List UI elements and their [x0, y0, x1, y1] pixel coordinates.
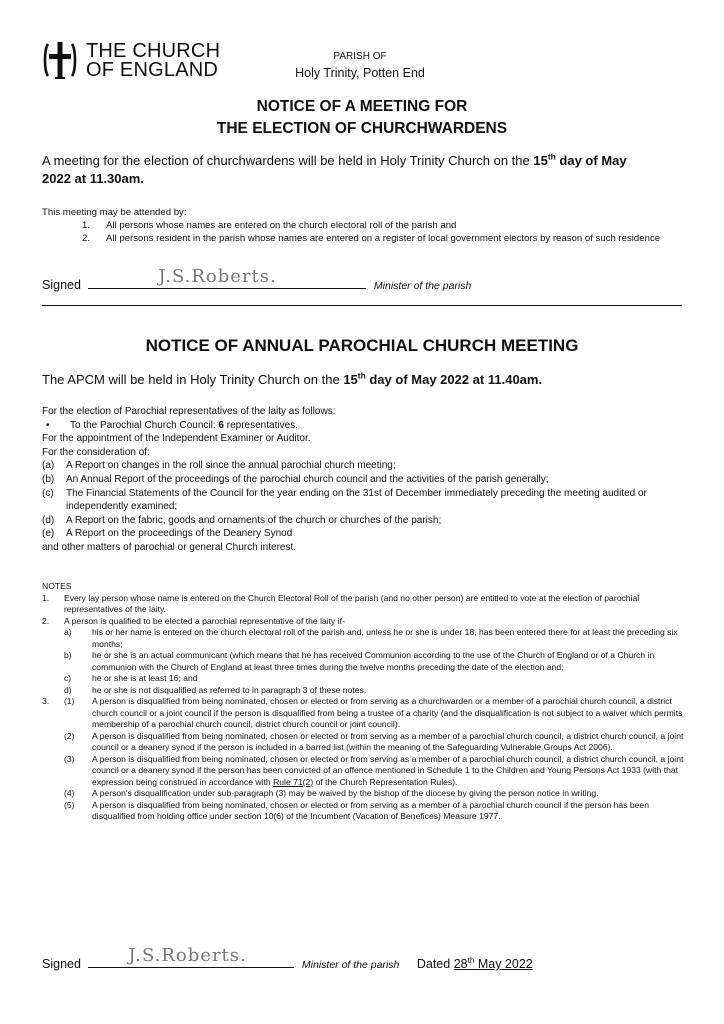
list-text: All persons whose names are entered on the church electoral roll of the parish and [106, 220, 457, 231]
sub-note-item [42, 627, 692, 650]
list-item [82, 219, 692, 232]
sub-note-text: his or her name is entered on the church electoral roll of the parish and, unless he or she is under 18, has been entered there for at least the preceding six months; [92, 627, 678, 649]
intro-tail: day of May 2022 at 11.40am. [365, 372, 543, 387]
signed-label: Signed [42, 957, 81, 971]
minister-label: Minister of the parish [301, 959, 400, 971]
signed-label: Signed [42, 278, 81, 292]
minister-label: Minister of the parish [373, 280, 472, 292]
agenda-label: (c) [42, 487, 54, 499]
intro-text: The APCM will be held in Holy Trinity Church on the [42, 372, 344, 387]
agenda-item [42, 514, 692, 528]
note-num: 2. [42, 615, 50, 626]
list-num: 2. [82, 233, 91, 245]
cross-emblem-icon [42, 40, 78, 82]
agenda-label: (a) [42, 460, 55, 472]
note-text: Every lay person whose name is entered on the Church Electoral Roll of the parish (and no other person) are entitled to vote at the election of parochial representatives of the laity. [64, 592, 640, 614]
note-item [42, 616, 692, 628]
agenda-text: An Annual Report of the proceedings of the parochial church council and the activities of the parish generally; [66, 473, 549, 485]
representatives-count: 6 [218, 419, 224, 431]
signature-row-2 [42, 945, 682, 971]
agenda-label: (b) [42, 473, 55, 485]
apcm-intro [42, 372, 692, 387]
logo-line-2: OF ENGLAND [86, 59, 219, 81]
handwritten-signature: J.S.Roberts. [128, 945, 247, 966]
sub-note-text: he or she is at least 16; and [92, 673, 198, 683]
note-text: A person is qualified to be elected a parochial representative of the laity if- [64, 615, 345, 626]
sub-note-text: A person is disqualified from being nominated, chosen or elected or from serving as a member of a parochial church council, a district church council, a joint council or a deanery synod if the person is included in a barred list (within the meaning of the Safeguarding Vulnerable Groups Act 2006). [92, 730, 684, 752]
attendees-list [82, 219, 692, 245]
sub-note-item [42, 788, 692, 800]
sub-note-item [42, 685, 692, 697]
dated-rest: May 2022 [474, 957, 533, 971]
list-text: All persons resident in the parish whose names are entered on a register of local government electors by reason of such residence [106, 233, 661, 245]
election-text: For the election of Parochial representatives of the laity as follows: [42, 406, 336, 417]
sub-note-label: (4) [64, 788, 75, 798]
section-divider [42, 305, 682, 306]
list-item [82, 232, 692, 245]
parish-name: Holy Trinity, Potten End [295, 66, 425, 80]
dated-value [454, 957, 533, 971]
note-item [42, 696, 692, 731]
intro-day: 15 [533, 153, 548, 168]
note-item [42, 593, 692, 616]
notes-section [42, 581, 692, 823]
agenda-text: A Report on the fabric, goods and ornaments of the church or churches of the parish; [66, 514, 442, 526]
dated-day: 28 [453, 957, 468, 971]
sub-note-label: d) [64, 684, 72, 695]
dated-sup: th [467, 955, 475, 965]
note-num: 3. [42, 696, 50, 706]
handwritten-signature: J.S.Roberts. [158, 266, 277, 287]
churchwardens-intro [42, 152, 692, 188]
intro-day: 15 [343, 372, 358, 387]
churchwardens-notice-title [0, 96, 724, 140]
sub-note-item [42, 731, 692, 754]
attend-text: This meeting may be attended by: [42, 207, 187, 218]
signature-line [88, 945, 294, 968]
sub-note-text: he or she is an actual communicant (which means that he has received Communion according to the use of the Church of England or of a Church in communion with the Church of England at least three times during the twelve months preceding the date of the election and; [92, 650, 655, 672]
list-num: 1. [82, 220, 91, 231]
intro-text: A meeting for the election of churchwardens will be held in Holy Trinity Church on the [42, 153, 534, 168]
signature-line [88, 266, 366, 289]
consideration-text: For the consideration of: [42, 446, 150, 458]
sub-note-item [42, 650, 692, 673]
sub-note-text-post: of the Church Representation Rules). [313, 776, 458, 787]
apcm-notice-title: NOTICE OF ANNUAL PAROCHIAL CHURCH MEETING [145, 336, 579, 355]
title-line-2: THE ELECTION OF CHURCHWARDENS [216, 120, 508, 137]
signature-row-1 [42, 266, 682, 292]
agenda-label: (e) [42, 528, 55, 540]
appointment-text: For the appointment of the Independent Examiner or Auditor. [42, 433, 311, 445]
sub-note-text: A person is disqualified from being nominated, chosen or elected or from serving as a member of a parochial church council, a district church council, a joint council or a deanery synod if the person has been convicted of an offence mentioned in Schedule 1 to the Children and Young Persons Act 1933 (with that expression being construed in accordance with [92, 753, 684, 787]
sub-note-label: a) [64, 627, 72, 637]
bullet-text: To the Parochial Church Council: [70, 419, 219, 431]
sub-note-label: c) [64, 673, 72, 683]
parish-label: PARISH OF [333, 51, 387, 62]
sub-note-label: (3) [64, 753, 75, 764]
sub-note-label: b) [64, 650, 72, 660]
intro-day-sup: th [357, 370, 366, 381]
bullet-item [42, 419, 692, 433]
logo-wordmark [86, 42, 220, 80]
sub-note-text: he or she is not disqualified as referred to in paragraph 3 of these notes. [92, 684, 367, 695]
agenda-item [42, 527, 692, 541]
agenda-item [42, 459, 692, 473]
title-line-1: NOTICE OF A MEETING FOR [256, 98, 468, 115]
sub-note-text: A person is disqualified from being nominated, chosen or elected or from serving as a member of a parochial church council if the person has been disqualified from holding office under section 10(6) of the Incumbent (Vacation of Benefices) Measure 1977. [92, 799, 649, 821]
sub-note-text: A person's disqualification under sub-paragraph (3) may be waived by the bishop of the diocese by giving the person notice in writing. [92, 788, 599, 798]
sub-note-item [42, 800, 692, 823]
bullet-icon: • [46, 419, 50, 431]
sub-note-label: (1) [64, 696, 75, 706]
sub-note-text: A person is disqualified from being nominated, chosen or elected or from serving as a churchwarden or a member of a parochial church council, a district church council or a joint council if the person is disqualified from being a trustee of a charity (and the disqualification is not subject to a waiver which permits membership of a parochial church council, district church council or joint council). [92, 696, 683, 729]
sub-note-label: (2) [64, 730, 75, 741]
note-num: 1. [42, 592, 50, 603]
notes-heading: NOTES [42, 581, 72, 591]
agenda-text: A Report on the proceedings of the Deanery Synod [66, 528, 293, 540]
sub-note-label: (5) [64, 799, 75, 810]
intro-day-sup: th [547, 151, 556, 162]
agenda-item [42, 487, 692, 514]
agenda-label: (d) [42, 514, 55, 526]
sub-note-item [42, 754, 692, 789]
sub-note-item [42, 673, 692, 685]
logo-line-1: THE CHURCH [86, 40, 221, 62]
other-matters-text: and other matters of parochial or general Church interest. [42, 541, 297, 553]
intro-tail: day of May [555, 153, 627, 168]
agenda-text: The Financial Statements of the Council for the year ending on the 31st of December immediately preceding the meeting audited or independently examined; [66, 487, 647, 513]
dated-label: Dated [416, 957, 451, 971]
agenda-item [42, 473, 692, 487]
rule-reference-link[interactable]: Rule 71(2) [273, 776, 314, 787]
apcm-agenda [42, 405, 692, 555]
agenda-text: A Report on changes in the roll since the annual parochial church meeting; [66, 460, 396, 472]
bullet-text-post: representatives. [223, 419, 298, 431]
intro-line-2: 2022 at 11.30am. [42, 171, 144, 186]
